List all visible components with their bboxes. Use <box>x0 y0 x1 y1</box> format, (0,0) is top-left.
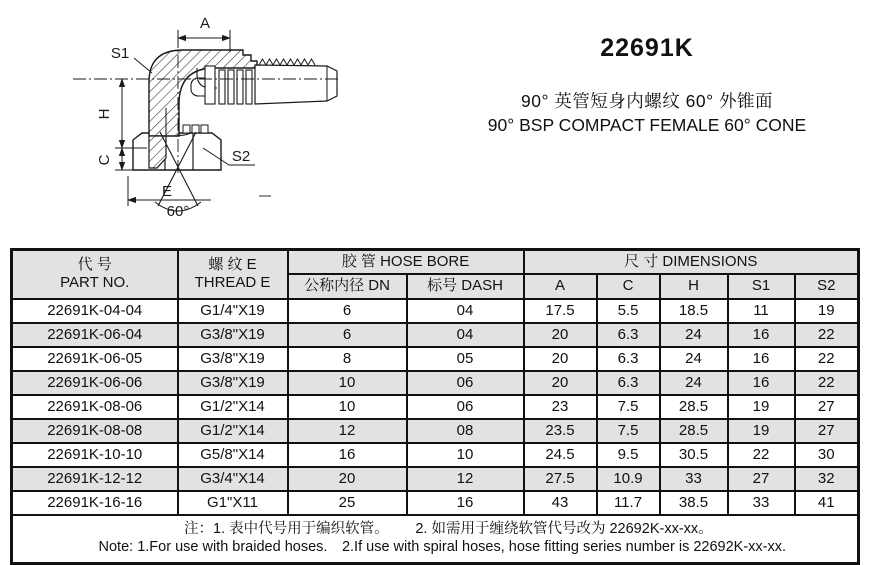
cell-dim-s1: 16 <box>728 323 795 347</box>
note-line-en <box>13 539 857 556</box>
hose-stem <box>255 59 337 104</box>
cell-thread: G3/8"X19 <box>178 347 288 371</box>
cell-dim-a: 20 <box>524 323 597 347</box>
dim-e-label: E <box>161 183 173 200</box>
table-row <box>12 371 859 395</box>
cell-dim-s2: 22 <box>795 347 859 371</box>
cell-dim-s2: 22 <box>795 371 859 395</box>
cell-dash: 16 <box>407 491 524 515</box>
cell-thread: G3/8"X19 <box>178 323 288 347</box>
cell-dn: 8 <box>288 347 407 371</box>
col-header-dim-c: C <box>597 274 660 299</box>
dim-h-label: H <box>96 108 113 120</box>
cell-dash: 04 <box>407 299 524 323</box>
cell-part-no: 22691K-06-04 <box>12 323 178 347</box>
cell-dim-s2: 27 <box>795 395 859 419</box>
cell-dn: 20 <box>288 467 407 491</box>
cell-dn: 12 <box>288 419 407 443</box>
cell-dim-s2: 32 <box>795 467 859 491</box>
col-header-hose-bore: 胶 管 HOSE BORE <box>288 250 524 274</box>
dim-s1-label: S1 <box>110 45 130 62</box>
cell-dim-h: 30.5 <box>660 443 728 467</box>
cell-dn: 6 <box>288 323 407 347</box>
col-header-dn: 公称内径 DN <box>288 274 407 299</box>
cell-dash: 06 <box>407 371 524 395</box>
cell-thread: G1/2"X14 <box>178 395 288 419</box>
fitting-technical-drawing <box>45 8 345 240</box>
table-row <box>12 395 859 419</box>
cell-dim-c: 6.3 <box>597 371 660 395</box>
cell-dim-h: 18.5 <box>660 299 728 323</box>
note-en-part1: Note: 1.For use with braided hoses. <box>98 538 328 555</box>
title-block <box>400 0 894 240</box>
cell-dim-a: 24.5 <box>524 443 597 467</box>
cell-dim-s2: 19 <box>795 299 859 323</box>
cell-dim-s2: 30 <box>795 443 859 467</box>
cell-dim-a: 17.5 <box>524 299 597 323</box>
col-header-part-no-cn: 代 号 <box>77 256 112 274</box>
cell-thread: G1/4"X19 <box>178 299 288 323</box>
cell-dim-s1: 19 <box>728 395 795 419</box>
cell-dim-s2: 27 <box>795 419 859 443</box>
cell-dn: 25 <box>288 491 407 515</box>
cell-part-no: 22691K-10-10 <box>12 443 178 467</box>
cone-angle-label: 60° <box>166 203 190 220</box>
cell-thread: G1"X11 <box>178 491 288 515</box>
col-header-dim-s1: S1 <box>728 274 795 299</box>
cell-part-no: 22691K-04-04 <box>12 299 178 323</box>
cell-dim-s1: 22 <box>728 443 795 467</box>
table-row <box>12 443 859 467</box>
cell-dim-h: 28.5 <box>660 419 728 443</box>
subtitle-english: 90° BSP COMPACT FEMALE 60° CONE <box>487 115 807 135</box>
cell-part-no: 22691K-06-05 <box>12 347 178 371</box>
table-row <box>12 323 859 347</box>
cell-dim-s1: 16 <box>728 371 795 395</box>
cell-dim-h: 33 <box>660 467 728 491</box>
dim-c-label: C <box>96 154 113 166</box>
cell-dash: 08 <box>407 419 524 443</box>
note-cn-part2: 2. 如需用于缠绕软管代号改为 22692K-xx-xx。 <box>415 521 713 538</box>
cell-dash: 04 <box>407 323 524 347</box>
cell-dim-h: 24 <box>660 323 728 347</box>
cell-dim-s2: 22 <box>795 323 859 347</box>
cell-dim-c: 7.5 <box>597 395 660 419</box>
table-row <box>12 467 859 491</box>
col-header-thread <box>178 250 288 299</box>
dim-s2-label: S2 <box>231 148 251 165</box>
cell-dim-s1: 11 <box>728 299 795 323</box>
socket-ribs <box>205 66 252 104</box>
table-row <box>12 491 859 515</box>
col-header-dash: 标号 DASH <box>407 274 524 299</box>
cell-part-no: 22691K-16-16 <box>12 491 178 515</box>
col-header-dim-a: A <box>524 274 597 299</box>
cell-dim-c: 7.5 <box>597 419 660 443</box>
cell-dn: 10 <box>288 371 407 395</box>
cell-dn: 10 <box>288 395 407 419</box>
cell-part-no: 22691K-06-06 <box>12 371 178 395</box>
cell-dim-a: 27.5 <box>524 467 597 491</box>
cell-dim-s2: 41 <box>795 491 859 515</box>
drawing-svg <box>45 8 345 240</box>
spec-table-body <box>12 299 859 515</box>
col-header-dim-h: H <box>660 274 728 299</box>
note-en-part2: 2.If use with spiral hoses, hose fitting series number is 22692K-xx-xx. <box>341 538 787 555</box>
table-row <box>12 347 859 371</box>
cell-dim-s1: 19 <box>728 419 795 443</box>
cell-part-no: 22691K-08-08 <box>12 419 178 443</box>
cell-dash: 06 <box>407 395 524 419</box>
col-header-part-no <box>12 250 178 299</box>
cell-dim-h: 24 <box>660 347 728 371</box>
cell-dim-a: 23 <box>524 395 597 419</box>
cell-dn: 16 <box>288 443 407 467</box>
cell-dim-a: 23.5 <box>524 419 597 443</box>
cell-dim-c: 6.3 <box>597 323 660 347</box>
dim-a-label: A <box>199 15 211 32</box>
cell-thread: G1/2"X14 <box>178 419 288 443</box>
cell-dim-h: 24 <box>660 371 728 395</box>
cell-dim-s1: 27 <box>728 467 795 491</box>
cell-thread: G3/8"X19 <box>178 371 288 395</box>
cell-thread: G3/4"X14 <box>178 467 288 491</box>
cell-dim-h: 38.5 <box>660 491 728 515</box>
dimension-a <box>178 30 230 52</box>
cell-part-no: 22691K-12-12 <box>12 467 178 491</box>
col-header-dim-s2: S2 <box>795 274 859 299</box>
cell-part-no: 22691K-08-06 <box>12 395 178 419</box>
cell-thread: G5/8"X14 <box>178 443 288 467</box>
cell-dim-s1: 33 <box>728 491 795 515</box>
cell-dash: 05 <box>407 347 524 371</box>
note-line-cn <box>13 521 857 538</box>
cell-dim-h: 28.5 <box>660 395 728 419</box>
col-header-dimensions: 尺 寸 DIMENSIONS <box>524 250 859 274</box>
col-header-part-no-en: PART NO. <box>60 274 130 292</box>
spec-table <box>10 248 860 565</box>
cell-dim-c: 6.3 <box>597 347 660 371</box>
table-notes <box>12 515 859 564</box>
table-row <box>12 419 859 443</box>
cell-dash: 12 <box>407 467 524 491</box>
subtitle-chinese: 90° 英管短身内螺纹 60° 外锥面 <box>520 91 773 111</box>
cell-dash: 10 <box>407 443 524 467</box>
cell-dim-a: 20 <box>524 371 597 395</box>
spec-table-head <box>12 250 859 299</box>
cell-dim-a: 20 <box>524 347 597 371</box>
col-header-thread-en: THREAD E <box>194 274 271 292</box>
table-row <box>12 299 859 323</box>
s1-leader <box>134 58 152 73</box>
cell-dim-c: 5.5 <box>597 299 660 323</box>
cell-dim-c: 9.5 <box>597 443 660 467</box>
cell-dim-a: 43 <box>524 491 597 515</box>
col-header-thread-cn: 螺 纹 E <box>208 256 257 274</box>
note-cn-part1: 注：1. 表中代号用于编织软管。 <box>184 521 389 538</box>
cell-dim-c: 10.9 <box>597 467 660 491</box>
part-series-number: 22691K <box>600 34 694 62</box>
cell-dim-c: 11.7 <box>597 491 660 515</box>
cell-dn: 6 <box>288 299 407 323</box>
cell-dim-s1: 16 <box>728 347 795 371</box>
